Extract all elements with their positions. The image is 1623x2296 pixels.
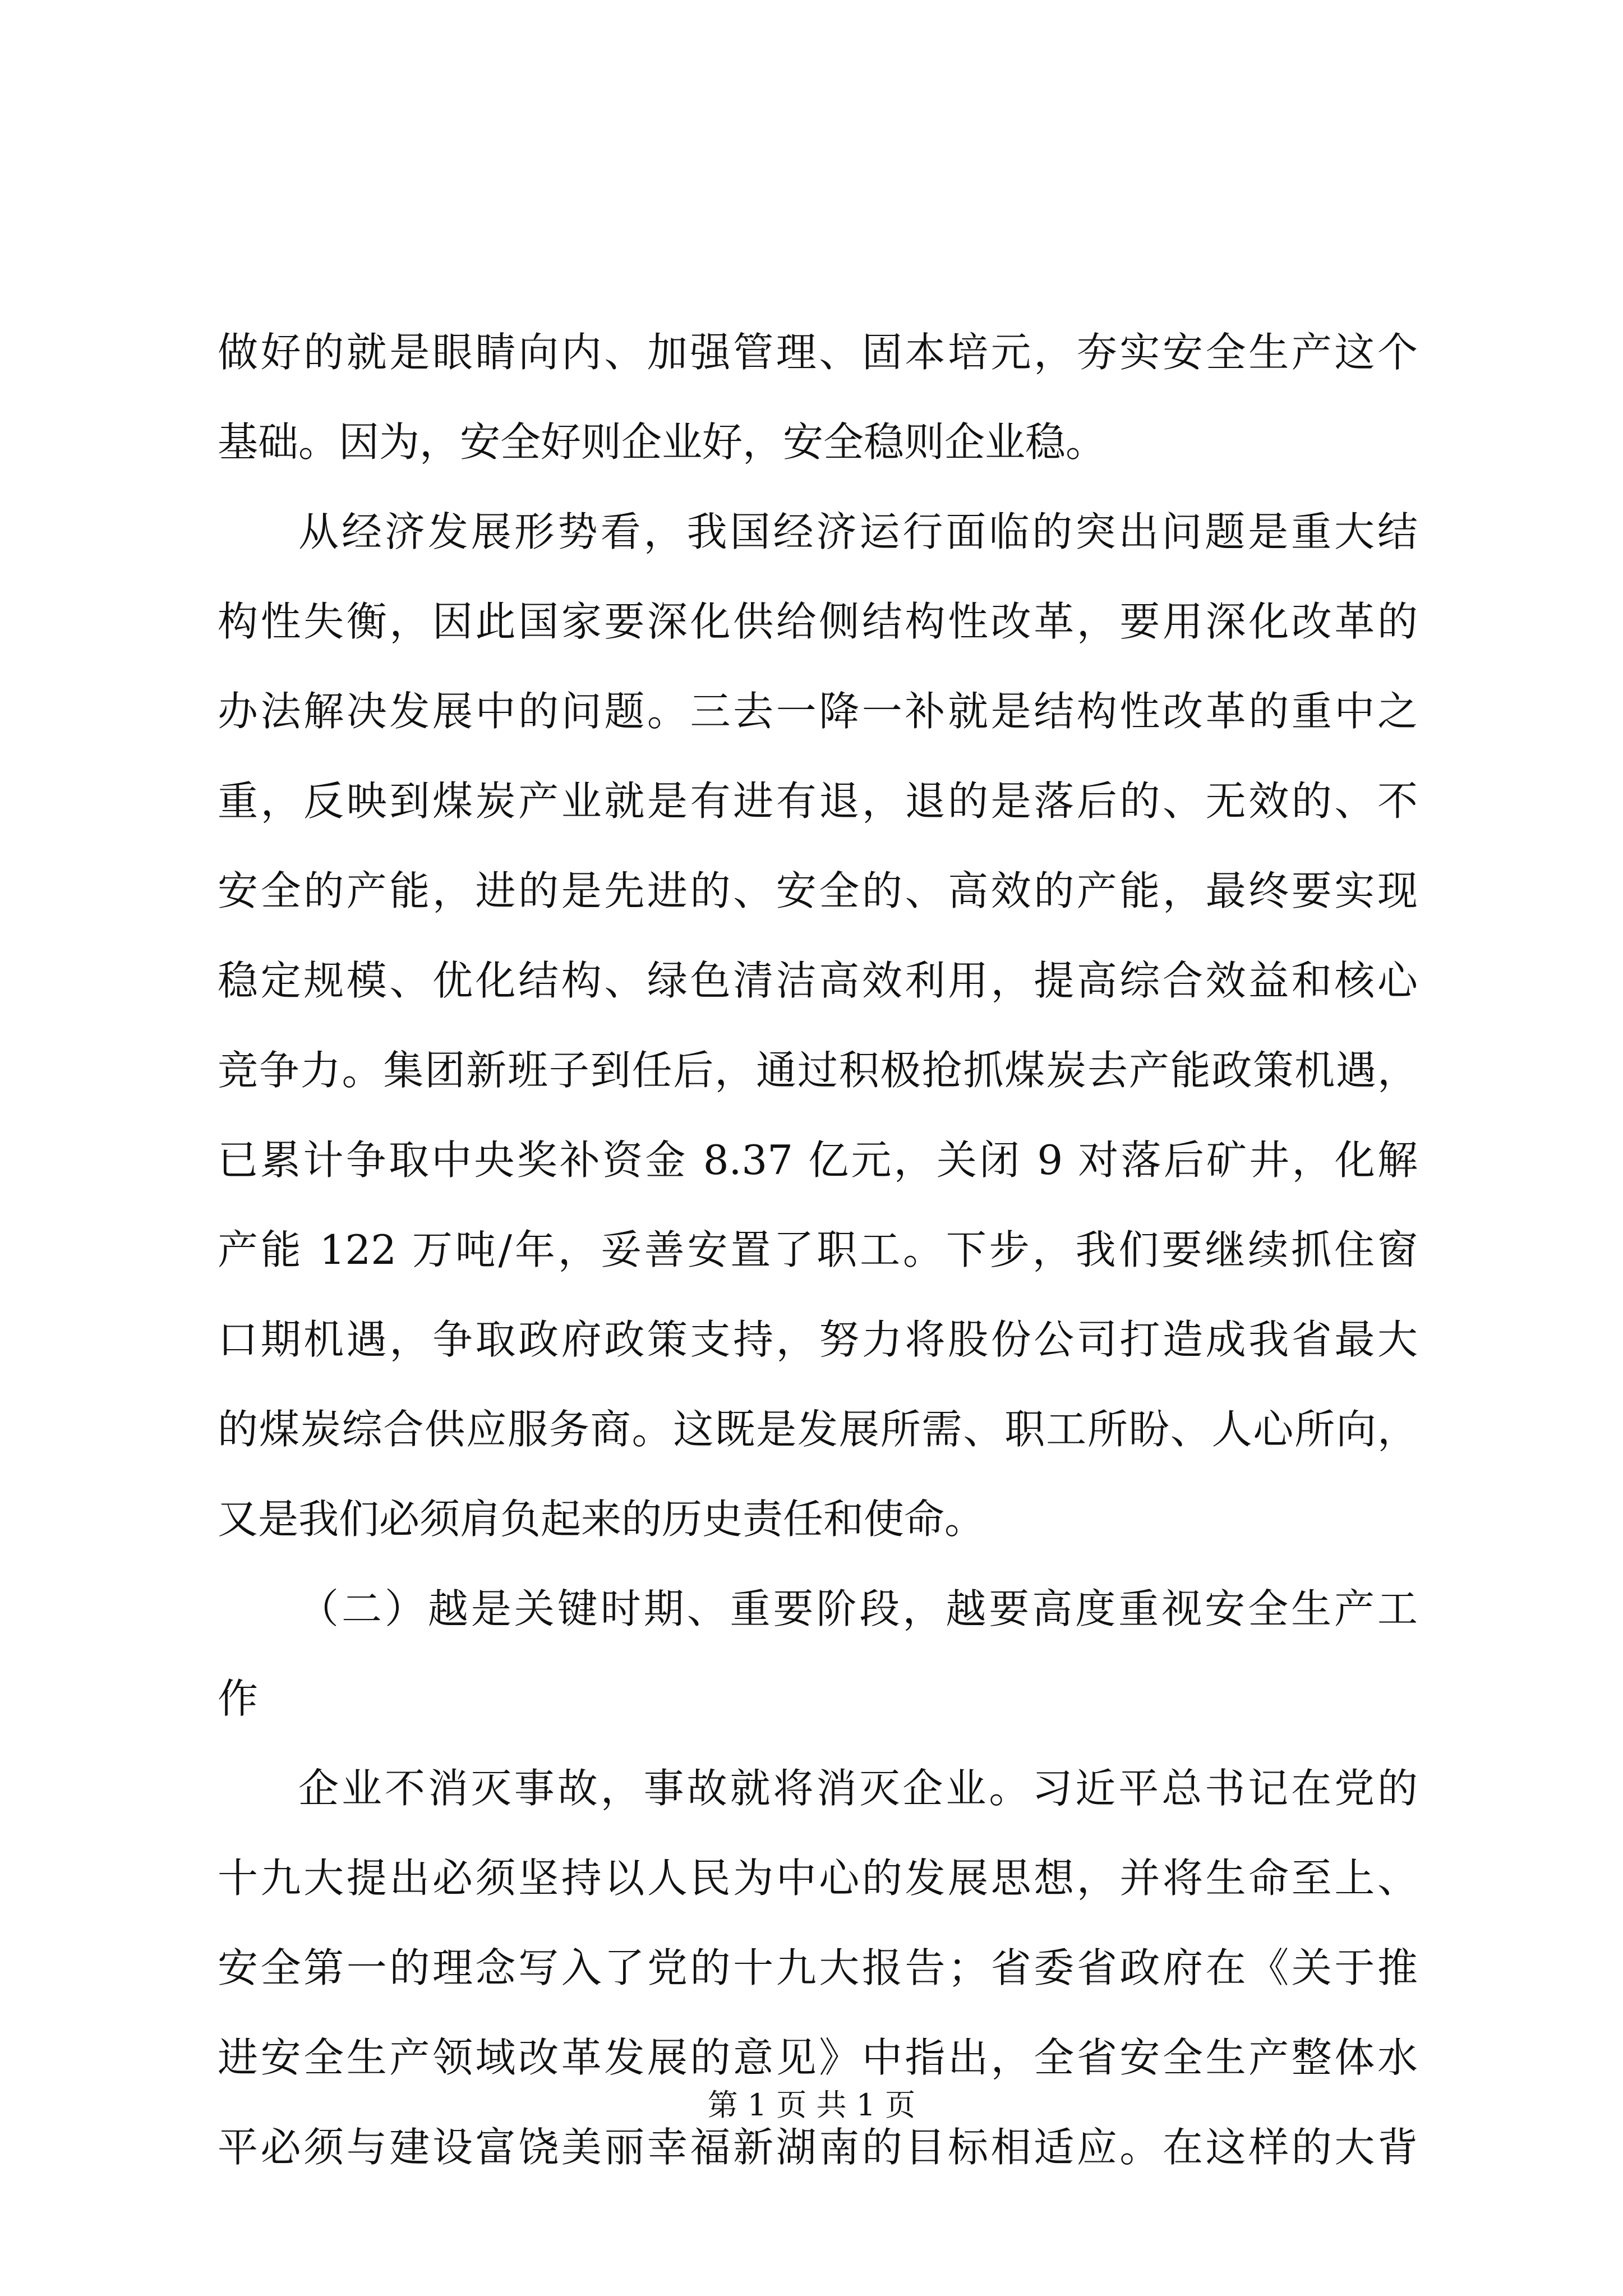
text-line: 做好的就是眼睛向内、加强管理、固本培元，夯实安全生产这个 [218, 329, 1418, 376]
section-heading-line: （二）越是关键时期、重要阶段，越要高度重视安全生产工 [298, 1585, 1418, 1632]
text-line: 安全的产能，进的是先进的、安全的、高效的产能，最终要实现 [218, 867, 1418, 914]
text-line: 重，反映到煤炭产业就是有进有退，退的是落后的、无效的、不 [218, 777, 1418, 825]
text-line: 稳定规模、优化结构、绿色清洁高效利用，提高综合效益和核心 [218, 957, 1418, 1004]
paragraph-start-line: 从经济发展形势看，我国经济运行面临的突出问题是重大结 [298, 508, 1418, 555]
text-line: 的煤炭综合供应服务商。这既是发展所需、职工所盼、人心所向， [218, 1406, 1418, 1453]
text-line: 口期机遇，争取政府政策支持，努力将股份公司打造成我省最大 [218, 1316, 1418, 1363]
text-line: 进安全生产领域改革发展的意见》中指出，全省安全生产整体水 [218, 2034, 1418, 2081]
text-line: 竞争力。集团新班子到任后，通过积极抢抓煤炭去产能政策机遇， [218, 1047, 1418, 1094]
document-body [218, 307, 1418, 2192]
text-line: 构性失衡，因此国家要深化供给侧结构性改革，要用深化改革的 [218, 598, 1418, 645]
text-line: 产能 122 万吨/年，妥善安置了职工。下步，我们要继续抓住窗 [218, 1226, 1418, 1273]
text-line: 基础。因为，安全好则企业好，安全稳则企业稳。 [218, 418, 1106, 466]
text-line: 办法解决发展中的问题。三去一降一补就是结构性改革的重中之 [218, 688, 1418, 735]
text-line: 又是我们必须肩负起来的历史责任和使命。 [218, 1496, 985, 1543]
text-line: 十九大提出必须坚持以人民为中心的发展思想，并将生命至上、 [218, 1855, 1418, 1902]
text-line: 平必须与建设富饶美丽幸福新湖南的目标相适应。在这样的大背 [218, 2124, 1418, 2171]
page-footer: 第 1 页 共 1 页 [707, 2087, 916, 2123]
text-line: 已累计争取中央奖补资金 8.37 亿元，关闭 9 对落后矿井，化解 [218, 1137, 1418, 1184]
paragraph-start-line: 企业不消灭事故，事故就将消灭企业。习近平总书记在党的 [298, 1765, 1418, 1812]
section-heading-line: 作 [218, 1675, 259, 1722]
text-line: 安全第一的理念写入了党的十九大报告；省委省政府在《关于推 [218, 1944, 1418, 1991]
